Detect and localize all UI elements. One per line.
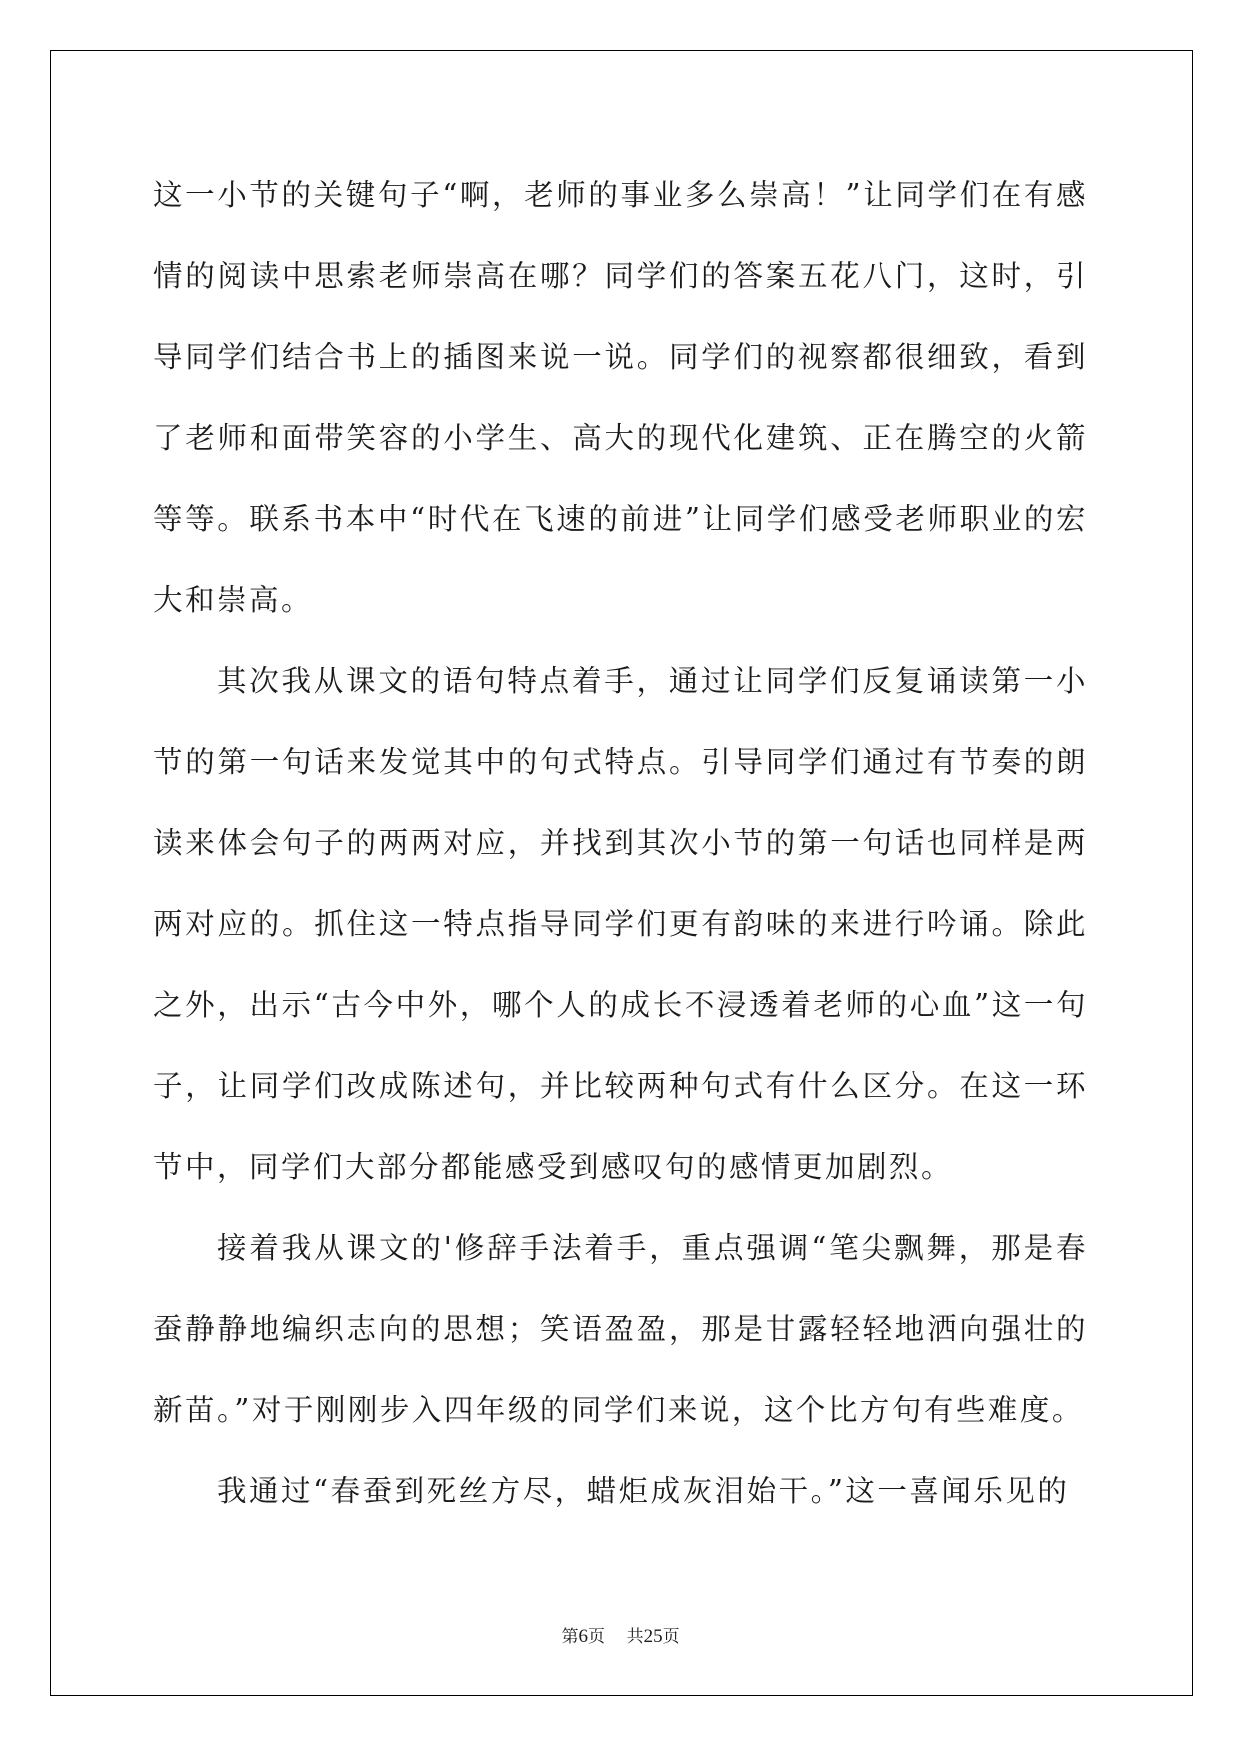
- paragraph-1: 这一小节的关键句子“啊，老师的事业多么崇高！”让同学们在有感情的阅读中思索老师崇高在哪？同学们的答案五花八门，这时，引导同学们结合书上的插图来说一说。同学们的视察都很细致，看到了老师和面带笑容的小学生、高大的现代化建筑、正在腾空的火箭等等。联系书本中“时代在飞速的前进”让同学们感受老师职业的宏大和崇高。: [153, 178, 1088, 617]
- paragraph-2: 其次我从课文的语句特点着手，通过让同学们反复诵读第一小节的第一句话来发觉其中的句式特点。引导同学们通过有节奏的朗读来体会句子的两两对应，并找到其次小节的第一句话也同样是两两对应的。抓住这一特点指导同学们更有韵味的来进行吟诵。除此之外，出示“古今中外，哪个人的成长不浸透着老师的心血”这一句子，让同学们改成陈述句，并比较两种句式有什么区分。在这一环节中，同学们大部分都能感受到感叹句的感情更加剧烈。: [153, 664, 1088, 1184]
- page-suffix: 页: [587, 1627, 605, 1647]
- page-number: 6: [578, 1626, 588, 1647]
- page-footer: [0, 1625, 1241, 1649]
- total-prefix: 共: [626, 1627, 644, 1647]
- document-body: [153, 155, 1088, 1532]
- total-suffix: 页: [662, 1627, 680, 1647]
- page-prefix: 第: [561, 1627, 579, 1647]
- paragraph-3: 接着我从课文的'修辞手法着手，重点强调“笔尖飘舞，那是春蚕静静地编织志向的思想；笑语盈盈，那是甘露轻轻地洒向强壮的新苗。”对于刚刚步入四年级的同学们来说，这个比方句有些难度。: [153, 1231, 1088, 1427]
- total-pages: 25: [643, 1626, 663, 1647]
- paragraph-4: 我通过“春蚕到死丝方尽，蜡炬成灰泪始干。”这一喜闻乐见的: [217, 1474, 1070, 1508]
